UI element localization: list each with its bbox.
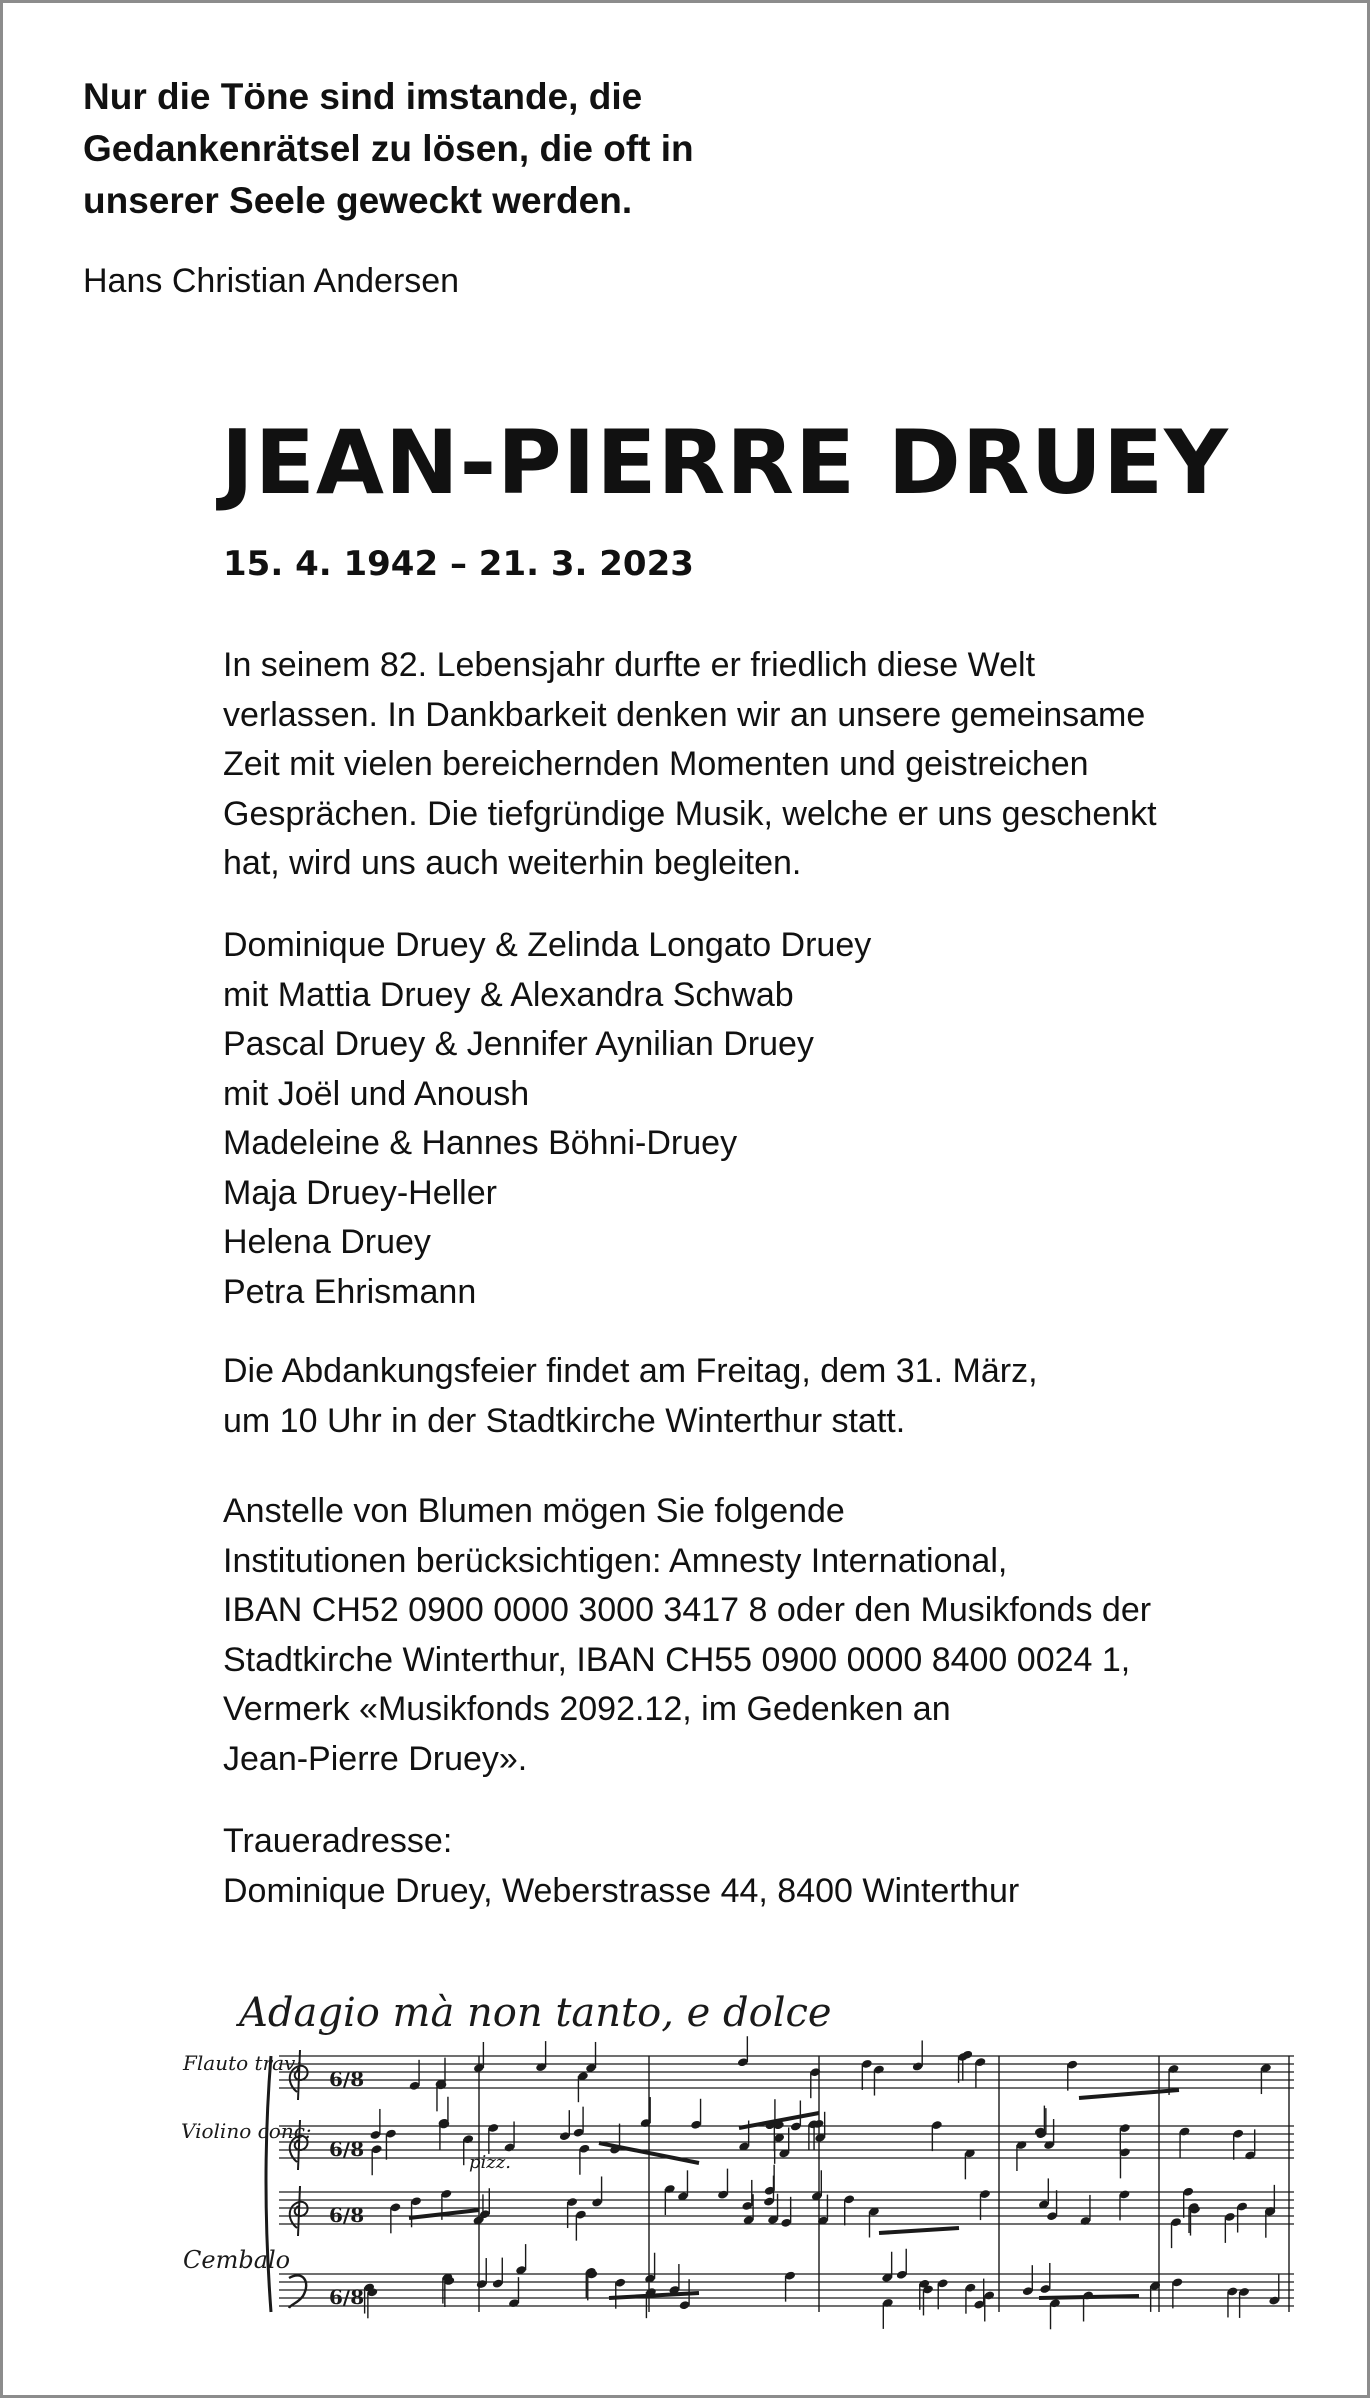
tribute-line: hat, wird uns auch weiterhin begleiten. <box>223 844 802 882</box>
score-pizz-marking: pizz. <box>469 2152 511 2173</box>
address-line: Dominique Druey, Weberstrasse 44, 8400 Winterthur <box>223 1871 1020 1910</box>
mourner-entry: Madeleine & Hannes Böhni-Druey <box>223 1124 738 1162</box>
note-beam <box>879 2228 959 2233</box>
treble-clef-mark <box>290 2186 308 2236</box>
music-score-image <box>179 1978 1299 2338</box>
note-beam <box>409 2210 479 2218</box>
music-score-svg <box>179 1978 1299 2338</box>
tribute-line: verlassen. In Dankbarkeit denken wir an unsere gemeinsame <box>223 695 1146 734</box>
note-beam <box>1039 2296 1139 2298</box>
donation-line: Institutionen berücksichtigen: Amnesty International, <box>223 1541 1008 1580</box>
donation-line: Vermerk «Musikfonds 2092.12, im Gedenken an <box>223 1690 951 1728</box>
service-line: um 10 Uhr in der Stadtkirche Winterthur statt. <box>223 1401 906 1440</box>
donation-line: IBAN CH52 0900 0000 3000 3417 8 oder den Musikfonds der <box>223 1591 1152 1629</box>
quote-line: Nur die Töne sind imstande, die <box>83 76 643 117</box>
mourning-address <box>223 1817 1303 1916</box>
service-info <box>223 1347 1303 1446</box>
quote-line: unserer Seele geweckt werden. <box>83 180 633 221</box>
score-tempo: Adagio mà non tanto, e dolce <box>239 1990 832 2036</box>
address-label: Traueradresse: <box>223 1822 453 1860</box>
mourner-entry: mit Joël und Anoush <box>223 1074 530 1113</box>
donation-line: Jean-Pierre Druey». <box>223 1739 528 1778</box>
note-beam <box>609 2293 699 2298</box>
score-label-cembalo: Cembalo <box>183 2246 291 2274</box>
service-line: Die Abdankungsfeier findet am Freitag, dem 31. März, <box>223 1352 1038 1390</box>
time-signature: 6/8 <box>329 2137 365 2161</box>
tribute-line: In seinem 82. Lebensjahr durfte er friedlich diese Welt <box>223 646 1036 684</box>
score-label-flute: Flauto trav: <box>183 2051 303 2075</box>
life-dates: 15. 4. 1942 – 21. 3. 2023 <box>223 544 694 584</box>
mourner-entry: Dominique Druey & Zelinda Longato Druey <box>223 926 872 964</box>
quote-author: Hans Christian Andersen <box>83 262 460 300</box>
mourner-entry: Pascal Druey & Jennifer Aynilian Druey <box>223 1025 814 1063</box>
donation-line: Stadtkirche Winterthur, IBAN CH55 0900 0000 8400 0024 1, <box>223 1640 1131 1679</box>
mourner-entry: Helena Druey <box>223 1223 431 1261</box>
bass-clef-mark <box>289 2275 306 2308</box>
mourner-entry: Maja Druey-Heller <box>223 1173 497 1212</box>
tribute-line: Zeit mit vielen bereichernden Momenten und geistreichen <box>223 745 1089 783</box>
mourner-entry: Petra Ehrismann <box>223 1272 477 1311</box>
time-signature: 6/8 <box>329 2285 365 2309</box>
donation-info <box>223 1487 1303 1784</box>
score-notation <box>266 2036 1294 2329</box>
time-signature: 6/8 <box>329 2203 365 2227</box>
note-beam <box>1079 2090 1179 2098</box>
score-label-violin: Violino conc: <box>181 2119 312 2143</box>
quote <box>83 71 843 227</box>
tribute-paragraph <box>223 641 1303 889</box>
mourners-list <box>223 921 1303 1317</box>
time-signature: 6/8 <box>329 2067 365 2091</box>
mourner-entry: mit Mattia Druey & Alexandra Schwab <box>223 975 794 1014</box>
quote-line: Gedankenrätsel zu lösen, die oft in <box>83 128 694 169</box>
deceased-name: JEAN-PIERRE DRUEY <box>221 411 1229 514</box>
donation-line: Anstelle von Blumen mögen Sie folgende <box>223 1492 845 1530</box>
tribute-line: Gesprächen. Die tiefgründige Musik, welche er uns geschenkt <box>223 794 1157 833</box>
